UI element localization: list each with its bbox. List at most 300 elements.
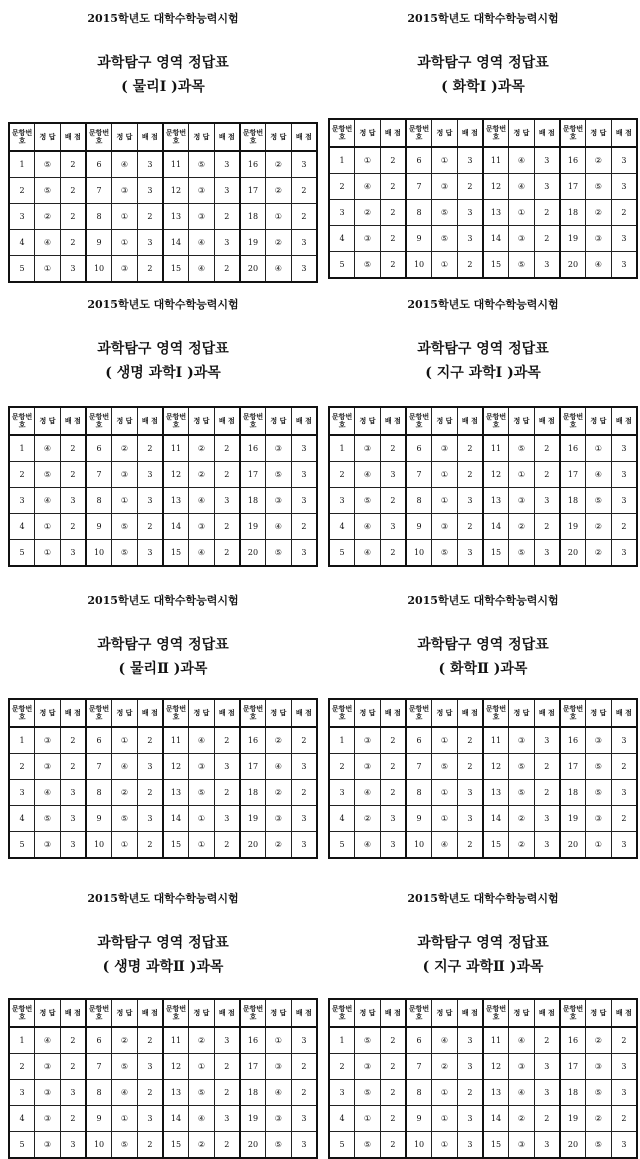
table-row xyxy=(9,754,317,780)
answer-cell: ⑤ xyxy=(266,1132,292,1159)
subject-line xyxy=(328,78,638,96)
points-cell: 3 xyxy=(291,832,317,859)
header-ans: 정 답 xyxy=(355,699,381,727)
header-pts: 배 점 xyxy=(291,407,317,435)
points-cell: 3 xyxy=(611,174,637,200)
question-number: 10 xyxy=(406,252,432,279)
points-cell: 2 xyxy=(380,147,406,174)
question-number: 2 xyxy=(9,754,35,780)
points-cell: 2 xyxy=(611,806,637,832)
answer-cell: ② xyxy=(189,1027,215,1054)
subject-suffix: 과목 xyxy=(177,79,205,95)
question-number: 4 xyxy=(9,514,35,540)
table-row xyxy=(329,488,637,514)
answer-cell: ② xyxy=(189,435,215,462)
points-cell: 3 xyxy=(291,1106,317,1132)
header-pts: 배 점 xyxy=(60,999,86,1027)
points-cell: 2 xyxy=(291,514,317,540)
table-row xyxy=(329,174,637,200)
answer-cell: ⑤ xyxy=(355,252,381,279)
answer-cell: ② xyxy=(509,806,535,832)
header-num: 문항번호 xyxy=(483,699,509,727)
header-num: 문항번호 xyxy=(86,999,112,1027)
answer-cell: ① xyxy=(432,462,458,488)
points-cell: 2 xyxy=(137,1080,163,1106)
question-number: 8 xyxy=(86,488,112,514)
question-number: 16 xyxy=(560,1027,586,1054)
points-cell: 3 xyxy=(60,832,86,859)
exam-title: 2015학년도 대학수학능력시험 xyxy=(87,594,239,607)
points-cell: 3 xyxy=(380,806,406,832)
points-cell: 3 xyxy=(291,435,317,462)
header-pts: 배 점 xyxy=(214,999,240,1027)
question-number: 18 xyxy=(240,1080,266,1106)
question-number: 2 xyxy=(9,178,35,204)
header-pts: 배 점 xyxy=(534,699,560,727)
answer-cell: ⑤ xyxy=(35,806,61,832)
points-cell: 3 xyxy=(611,435,637,462)
answer-cell: ① xyxy=(355,147,381,174)
answer-cell: ⑤ xyxy=(112,540,138,567)
answer-cell: ③ xyxy=(112,256,138,283)
question-number: 1 xyxy=(9,727,35,754)
answer-cell: ③ xyxy=(189,754,215,780)
question-number: 1 xyxy=(329,1027,355,1054)
answer-cell: ① xyxy=(432,1132,458,1159)
points-cell: 3 xyxy=(534,252,560,279)
points-cell: 2 xyxy=(137,832,163,859)
points-cell: 2 xyxy=(380,1054,406,1080)
answer-panel xyxy=(328,12,638,278)
table-row xyxy=(9,832,317,859)
header-num: 문항번호 xyxy=(406,407,432,435)
question-number: 9 xyxy=(86,514,112,540)
question-number: 1 xyxy=(9,435,35,462)
answer-table xyxy=(328,406,638,567)
points-cell: 2 xyxy=(60,230,86,256)
header-ans: 정 답 xyxy=(355,407,381,435)
question-number: 10 xyxy=(406,832,432,859)
question-number: 17 xyxy=(240,178,266,204)
header-pts: 배 점 xyxy=(291,999,317,1027)
subject-name: 지구 과학Ⅱ xyxy=(434,959,505,975)
close-paren: ) xyxy=(504,959,517,975)
answer-table xyxy=(8,122,318,283)
answer-cell: ① xyxy=(112,1106,138,1132)
points-cell: 2 xyxy=(214,1054,240,1080)
question-number: 6 xyxy=(86,151,112,178)
question-number: 14 xyxy=(483,1106,509,1132)
points-cell: 3 xyxy=(291,540,317,567)
question-number: 16 xyxy=(560,147,586,174)
points-cell: 3 xyxy=(137,806,163,832)
header-num: 문항번호 xyxy=(406,119,432,147)
answer-cell: ⑤ xyxy=(266,462,292,488)
points-cell: 3 xyxy=(291,151,317,178)
answer-cell: ③ xyxy=(355,754,381,780)
question-number: 18 xyxy=(240,780,266,806)
answer-cell: ④ xyxy=(355,462,381,488)
points-cell: 2 xyxy=(457,252,483,279)
points-cell: 2 xyxy=(380,1080,406,1106)
answer-cell: ② xyxy=(266,832,292,859)
points-cell: 3 xyxy=(534,1080,560,1106)
header-num: 문항번호 xyxy=(240,999,266,1027)
question-number: 1 xyxy=(329,727,355,754)
header-ans: 정 답 xyxy=(509,407,535,435)
points-cell: 3 xyxy=(457,1054,483,1080)
points-cell: 3 xyxy=(534,174,560,200)
header-ans: 정 답 xyxy=(432,407,458,435)
question-number: 17 xyxy=(560,754,586,780)
header-pts: 배 점 xyxy=(611,699,637,727)
answer-cell: ⑤ xyxy=(355,1080,381,1106)
answer-cell: ④ xyxy=(509,1027,535,1054)
points-cell: 2 xyxy=(60,151,86,178)
answer-cell: ② xyxy=(266,780,292,806)
answer-cell: ⑤ xyxy=(112,806,138,832)
header-num: 문항번호 xyxy=(9,999,35,1027)
answer-cell: ⑤ xyxy=(509,754,535,780)
answer-cell: ③ xyxy=(509,727,535,754)
subject-name: 생명 과학Ⅱ xyxy=(114,959,185,975)
question-number: 13 xyxy=(163,204,189,230)
answer-title: 과학탐구 영역 정답표 xyxy=(417,341,549,357)
question-number: 17 xyxy=(560,1054,586,1080)
subject-suffix: 과목 xyxy=(497,79,525,95)
answer-cell: ② xyxy=(432,1054,458,1080)
question-number: 3 xyxy=(329,1080,355,1106)
points-cell: 2 xyxy=(214,540,240,567)
points-cell: 2 xyxy=(60,178,86,204)
answer-cell: ① xyxy=(112,230,138,256)
points-cell: 2 xyxy=(534,1027,560,1054)
question-number: 5 xyxy=(329,832,355,859)
header-pts: 배 점 xyxy=(457,119,483,147)
points-cell: 3 xyxy=(214,151,240,178)
table-row xyxy=(9,1106,317,1132)
subject-line xyxy=(328,958,638,976)
answer-cell: ② xyxy=(586,540,612,567)
answer-cell: ③ xyxy=(35,1054,61,1080)
answer-cell: ② xyxy=(586,514,612,540)
answer-cell: ① xyxy=(112,832,138,859)
question-number: 7 xyxy=(86,1054,112,1080)
answer-cell: ① xyxy=(112,727,138,754)
points-cell: 2 xyxy=(214,727,240,754)
answer-cell: ③ xyxy=(586,1054,612,1080)
table-header-row xyxy=(9,407,317,435)
question-number: 3 xyxy=(9,1080,35,1106)
table-row xyxy=(329,462,637,488)
subject-line xyxy=(328,364,638,382)
answer-panel xyxy=(8,12,318,282)
points-cell: 3 xyxy=(214,754,240,780)
answer-cell: ③ xyxy=(432,435,458,462)
answer-cell: ⑤ xyxy=(432,226,458,252)
answer-cell: ⑤ xyxy=(112,514,138,540)
answer-title: 과학탐구 영역 정답표 xyxy=(97,341,229,357)
answer-panel xyxy=(328,892,638,1158)
answer-cell: ② xyxy=(586,200,612,226)
answer-cell: ③ xyxy=(35,1132,61,1159)
answer-cell: ⑤ xyxy=(432,754,458,780)
question-number: 19 xyxy=(560,514,586,540)
points-cell: 3 xyxy=(534,727,560,754)
subject-line xyxy=(328,660,638,678)
exam-title: 2015학년도 대학수학능력시험 xyxy=(87,892,239,905)
question-number: 14 xyxy=(163,1106,189,1132)
close-paren: ) xyxy=(184,959,197,975)
table-row xyxy=(329,727,637,754)
points-cell: 2 xyxy=(457,514,483,540)
question-number: 4 xyxy=(329,1106,355,1132)
header-ans: 정 답 xyxy=(266,407,292,435)
answer-panel xyxy=(8,298,318,566)
header-pts: 배 점 xyxy=(60,699,86,727)
table-row xyxy=(9,256,317,283)
question-number: 18 xyxy=(560,780,586,806)
points-cell: 2 xyxy=(214,832,240,859)
header-ans: 정 답 xyxy=(112,407,138,435)
points-cell: 2 xyxy=(137,780,163,806)
points-cell: 3 xyxy=(214,178,240,204)
points-cell: 3 xyxy=(137,151,163,178)
question-number: 16 xyxy=(240,151,266,178)
points-cell: 3 xyxy=(611,727,637,754)
header-ans: 정 답 xyxy=(586,407,612,435)
table-row xyxy=(329,780,637,806)
question-number: 11 xyxy=(483,727,509,754)
question-number: 6 xyxy=(406,147,432,174)
points-cell: 3 xyxy=(611,147,637,174)
question-number: 18 xyxy=(240,204,266,230)
question-number: 8 xyxy=(86,204,112,230)
answer-cell: ② xyxy=(355,806,381,832)
points-cell: 2 xyxy=(380,252,406,279)
question-number: 16 xyxy=(560,727,586,754)
header-num: 문항번호 xyxy=(329,407,355,435)
header-num: 문항번호 xyxy=(86,407,112,435)
question-number: 11 xyxy=(163,1027,189,1054)
table-row xyxy=(9,178,317,204)
question-number: 12 xyxy=(483,174,509,200)
question-number: 2 xyxy=(329,1054,355,1080)
header-num: 문항번호 xyxy=(240,123,266,151)
header-ans: 정 답 xyxy=(509,119,535,147)
answer-cell: ③ xyxy=(432,514,458,540)
question-number: 19 xyxy=(240,1106,266,1132)
answer-cell: ③ xyxy=(35,1080,61,1106)
answer-title: 과학탐구 영역 정답표 xyxy=(97,637,229,653)
points-cell: 3 xyxy=(611,780,637,806)
points-cell: 3 xyxy=(60,488,86,514)
points-cell: 3 xyxy=(534,832,560,859)
table-row xyxy=(9,806,317,832)
points-cell: 3 xyxy=(214,806,240,832)
points-cell: 3 xyxy=(457,540,483,567)
points-cell: 3 xyxy=(291,806,317,832)
answer-cell: ① xyxy=(432,806,458,832)
subject-line xyxy=(8,660,318,678)
question-number: 20 xyxy=(240,540,266,567)
question-number: 2 xyxy=(329,462,355,488)
question-number: 14 xyxy=(163,514,189,540)
points-cell: 2 xyxy=(457,1080,483,1106)
answer-cell: ④ xyxy=(509,147,535,174)
question-number: 9 xyxy=(86,1106,112,1132)
question-number: 6 xyxy=(86,727,112,754)
points-cell: 3 xyxy=(534,147,560,174)
answer-cell: ⑤ xyxy=(509,435,535,462)
points-cell: 2 xyxy=(380,727,406,754)
answer-cell: ① xyxy=(35,256,61,283)
answer-cell: ② xyxy=(509,832,535,859)
question-number: 3 xyxy=(9,204,35,230)
question-number: 7 xyxy=(86,754,112,780)
points-cell: 3 xyxy=(60,806,86,832)
question-number: 20 xyxy=(560,1132,586,1159)
question-number: 19 xyxy=(240,514,266,540)
points-cell: 2 xyxy=(534,1106,560,1132)
points-cell: 3 xyxy=(137,462,163,488)
points-cell: 2 xyxy=(137,204,163,230)
points-cell: 2 xyxy=(291,780,317,806)
answer-cell: ③ xyxy=(112,462,138,488)
question-number: 7 xyxy=(86,462,112,488)
header-num: 문항번호 xyxy=(9,407,35,435)
question-number: 13 xyxy=(483,780,509,806)
exam-title: 2015학년도 대학수학능력시험 xyxy=(407,298,559,311)
question-number: 14 xyxy=(483,806,509,832)
points-cell: 2 xyxy=(137,435,163,462)
question-number: 17 xyxy=(240,754,266,780)
header-num: 문항번호 xyxy=(163,407,189,435)
points-cell: 2 xyxy=(534,514,560,540)
header-ans: 정 답 xyxy=(189,999,215,1027)
question-number: 14 xyxy=(163,230,189,256)
answer-cell: ② xyxy=(112,435,138,462)
answer-panel xyxy=(328,594,638,858)
subject-name: 화학Ⅱ xyxy=(450,661,489,677)
header-ans: 정 답 xyxy=(35,999,61,1027)
question-number: 15 xyxy=(483,252,509,279)
header-pts: 배 점 xyxy=(137,999,163,1027)
answer-table xyxy=(8,698,318,859)
answer-cell: ③ xyxy=(35,754,61,780)
question-number: 14 xyxy=(163,806,189,832)
header-num: 문항번호 xyxy=(163,123,189,151)
points-cell: 2 xyxy=(534,780,560,806)
points-cell: 3 xyxy=(291,1132,317,1159)
subject-suffix: 과목 xyxy=(180,661,208,677)
header-ans: 정 답 xyxy=(355,119,381,147)
answer-cell: ① xyxy=(266,204,292,230)
answer-cell: ② xyxy=(509,514,535,540)
question-number: 4 xyxy=(9,806,35,832)
points-cell: 2 xyxy=(380,780,406,806)
header-pts: 배 점 xyxy=(380,999,406,1027)
question-number: 10 xyxy=(406,540,432,567)
answer-table xyxy=(8,406,318,567)
answer-cell: ① xyxy=(586,435,612,462)
answer-cell: ③ xyxy=(189,514,215,540)
question-number: 9 xyxy=(406,806,432,832)
header-num: 문항번호 xyxy=(240,699,266,727)
answer-cell: ② xyxy=(189,1132,215,1159)
points-cell: 2 xyxy=(534,435,560,462)
answer-cell: ② xyxy=(586,1106,612,1132)
question-number: 19 xyxy=(560,806,586,832)
points-cell: 3 xyxy=(457,200,483,226)
answer-title: 과학탐구 영역 정답표 xyxy=(417,637,549,653)
question-number: 14 xyxy=(483,514,509,540)
answer-cell: ⑤ xyxy=(509,252,535,279)
points-cell: 3 xyxy=(457,1132,483,1159)
points-cell: 2 xyxy=(60,462,86,488)
answer-cell: ④ xyxy=(35,488,61,514)
question-number: 13 xyxy=(163,488,189,514)
header-num: 문항번호 xyxy=(406,999,432,1027)
question-number: 3 xyxy=(9,780,35,806)
points-cell: 3 xyxy=(457,488,483,514)
header-ans: 정 답 xyxy=(35,123,61,151)
question-number: 11 xyxy=(163,727,189,754)
answer-table xyxy=(328,998,638,1159)
table-header-row xyxy=(329,119,637,147)
subject-name: 화학Ⅰ xyxy=(452,79,487,95)
points-cell: 3 xyxy=(611,1080,637,1106)
answer-cell: ④ xyxy=(509,174,535,200)
header-ans: 정 답 xyxy=(432,119,458,147)
header-ans: 정 답 xyxy=(189,699,215,727)
answer-cell: ④ xyxy=(266,256,292,283)
table-row xyxy=(9,1054,317,1080)
table-row xyxy=(9,780,317,806)
header-ans: 정 답 xyxy=(586,119,612,147)
answer-cell: ⑤ xyxy=(355,1132,381,1159)
table-row xyxy=(9,727,317,754)
question-number: 7 xyxy=(406,754,432,780)
table-row xyxy=(329,1132,637,1159)
open-paren: ( xyxy=(425,365,437,381)
question-number: 13 xyxy=(483,1080,509,1106)
question-number: 10 xyxy=(86,540,112,567)
header-pts: 배 점 xyxy=(60,123,86,151)
answer-cell: ⑤ xyxy=(112,1132,138,1159)
table-row xyxy=(329,832,637,859)
points-cell: 2 xyxy=(611,514,637,540)
question-number: 14 xyxy=(483,226,509,252)
points-cell: 3 xyxy=(291,488,317,514)
answer-cell: ③ xyxy=(509,488,535,514)
header-pts: 배 점 xyxy=(291,123,317,151)
header-ans: 정 답 xyxy=(266,699,292,727)
header-pts: 배 점 xyxy=(291,699,317,727)
header-pts: 배 점 xyxy=(534,119,560,147)
answer-cell: ② xyxy=(355,200,381,226)
header-ans: 정 답 xyxy=(112,123,138,151)
table-row xyxy=(329,200,637,226)
answer-title: 과학탐구 영역 정답표 xyxy=(97,55,229,71)
points-cell: 2 xyxy=(380,174,406,200)
points-cell: 2 xyxy=(457,754,483,780)
question-number: 7 xyxy=(406,174,432,200)
points-cell: 3 xyxy=(60,1080,86,1106)
answer-cell: ⑤ xyxy=(509,780,535,806)
question-number: 1 xyxy=(9,151,35,178)
points-cell: 2 xyxy=(60,1106,86,1132)
